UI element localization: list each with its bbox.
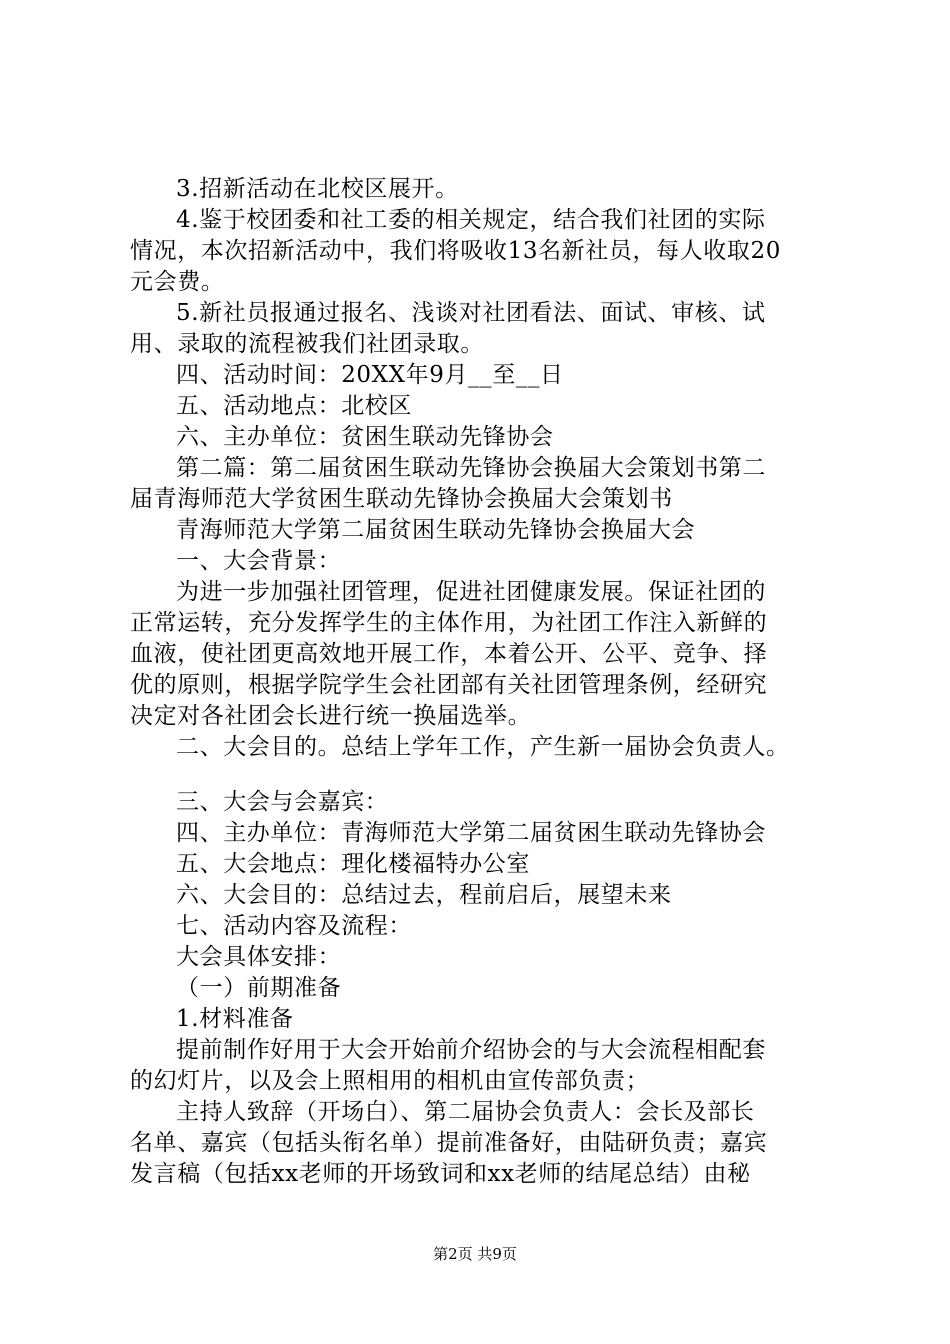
text-line: （一）前期准备 [176, 975, 342, 1001]
text-line: 的幻灯片，以及会上照相用的相机由宣传部负责； [130, 1068, 650, 1094]
text-line: 提前制作好用于大会开始前介绍协会的与大会流程相配套 [176, 1037, 766, 1063]
text-line: 主持人致辞（开场白）、第二届协会负责人：会长及部长 [176, 1099, 755, 1125]
text-line: 用、录取的流程被我们社团录取。 [130, 331, 484, 357]
text-line: 5.新社员报通过报名、浅谈对社团看法、面试、审核、试 [176, 300, 766, 326]
text-line: 五、大会地点：理化楼福特办公室 [176, 851, 530, 877]
text-line: 一、大会背景： [176, 548, 342, 574]
page-footer: 第2页 共9页 [433, 1245, 517, 1263]
text-line: 届青海师范大学贫困生联动先锋协会换届大会策划书 [130, 486, 673, 512]
text-line: 五、活动地点：北校区 [176, 393, 412, 419]
text-line: 七、活动内容及流程： [176, 913, 412, 939]
text-line: 第二篇：第二届贫困生联动先锋协会换届大会策划书第二 [176, 455, 766, 481]
text-line: 六、主办单位：贫困生联动先锋协会 [176, 424, 554, 450]
text-line: 为进一步加强社团管理，促进社团健康发展。保证社团的 [176, 579, 766, 605]
text-line: 情况，本次招新活动中，我们将吸收13名新社员，每人收取20 [130, 238, 781, 264]
text-line: 血液，使社团更高效地开展工作，本着公开、公平、竞争、择 [130, 641, 768, 667]
text-line: 发言稿（包括xx老师的开场致词和xx老师的结尾总结）由秘 [130, 1161, 751, 1187]
text-line: 三、大会与会嘉宾： [176, 789, 389, 815]
text-line: 六、大会目的：总结过去，程前启后，展望未来 [176, 882, 672, 908]
text-line: 元会费。 [130, 269, 225, 295]
text-line: 决定对各社团会长进行统一换届选举。 [130, 703, 532, 729]
text-line: 二、大会目的。总结上学年工作，产生新一届协会负责人。 [176, 734, 790, 760]
text-line: 四、主办单位：青海师范大学第二届贫困生联动先锋协会 [176, 820, 766, 846]
text-line: 4.鉴于校团委和社工委的相关规定，结合我们社团的实际 [176, 207, 766, 233]
text-line: 优的原则，根据学院学生会社团部有关社团管理条例，经研究 [130, 672, 768, 698]
text-line: 名单、嘉宾（包括头衔名单）提前准备好，由陆研负责；嘉宾 [130, 1130, 768, 1156]
text-line: 正常运转，充分发挥学生的主体作用，为社团工作注入新鲜的 [130, 610, 768, 636]
text-line: 青海师范大学第二届贫困生联动先锋协会换届大会 [176, 517, 696, 543]
text-line: 四、活动时间：20XX年9月__至__日 [176, 362, 564, 388]
text-line: 3.招新活动在北校区展开。 [176, 176, 459, 202]
text-line: 1.材料准备 [176, 1006, 294, 1032]
text-line: 大会具体安排： [176, 944, 342, 970]
